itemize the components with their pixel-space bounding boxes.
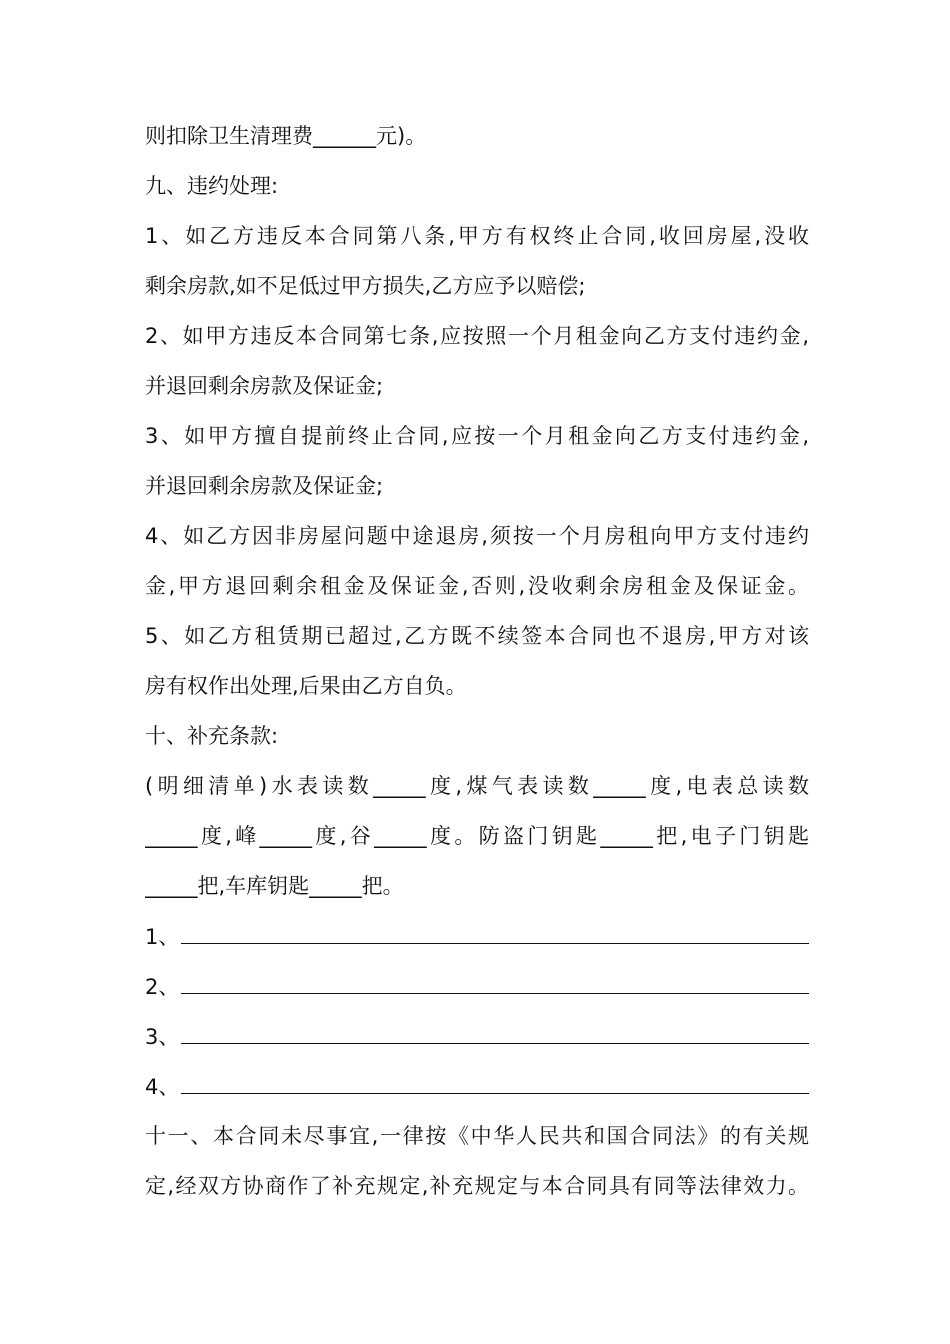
text-line: _____把,车库钥匙_____把。 [145, 874, 404, 898]
blank-item-row [145, 911, 809, 961]
text-line: 2、如甲方违反本合同第七条,应按照一个月租金向乙方支付违约金, [145, 324, 809, 348]
text-line: _____度,峰_____度,谷_____度。防盗门钥匙_____把,电子门钥匙 [145, 824, 809, 848]
text-line: 剩余房款,如不足低过甲方损失,乙方应予以赔偿; [145, 274, 586, 298]
text-line: 5、如乙方租赁期已超过,乙方既不续签本合同也不退房,甲方对该 [145, 624, 809, 648]
blank-item-row [145, 961, 809, 1011]
document-body [145, 111, 809, 1211]
text-line: 则扣除卫生清理费______元)。 [145, 124, 427, 148]
text-line: 并退回剩余房款及保证金; [145, 374, 384, 398]
blank-fill-line [181, 961, 809, 994]
blank-item-number: 2、 [145, 975, 180, 999]
blank-item-row [145, 1061, 809, 1111]
section-heading: 九、违约处理: [145, 174, 279, 198]
text-line: 3、如甲方擅自提前终止合同,应按一个月租金向乙方支付违约金, [145, 424, 809, 448]
blank-fill-line [181, 911, 809, 944]
text-line: 十一、本合同未尽事宜,一律按《中华人民共和国合同法》的有关规 [145, 1124, 809, 1148]
text-line: 定,经双方协商作了补充规定,补充规定与本合同具有同等法律效力。 [145, 1174, 809, 1198]
blank-fill-line [181, 1011, 809, 1044]
blank-item-row [145, 1011, 809, 1061]
blank-item-number: 3、 [145, 1025, 180, 1049]
text-line: 金,甲方退回剩余租金及保证金,否则,没收剩余房租金及保证金。 [145, 574, 809, 598]
text-line: 房有权作出处理,后果由乙方自负。 [145, 674, 467, 698]
blank-item-number: 1、 [145, 925, 180, 949]
text-line: 1、如乙方违反本合同第八条,甲方有权终止合同,收回房屋,没收 [145, 224, 809, 248]
section-heading: 十、补充条款: [145, 724, 279, 748]
text-line: (明细清单)水表读数_____度,煤气表读数_____度,电表总读数 [145, 774, 809, 798]
blank-item-number: 4、 [145, 1075, 180, 1099]
text-line: 4、如乙方因非房屋问题中途退房,须按一个月房租向甲方支付违约 [145, 524, 809, 548]
text-line: 并退回剩余房款及保证金; [145, 474, 384, 498]
blank-fill-line [181, 1061, 809, 1094]
